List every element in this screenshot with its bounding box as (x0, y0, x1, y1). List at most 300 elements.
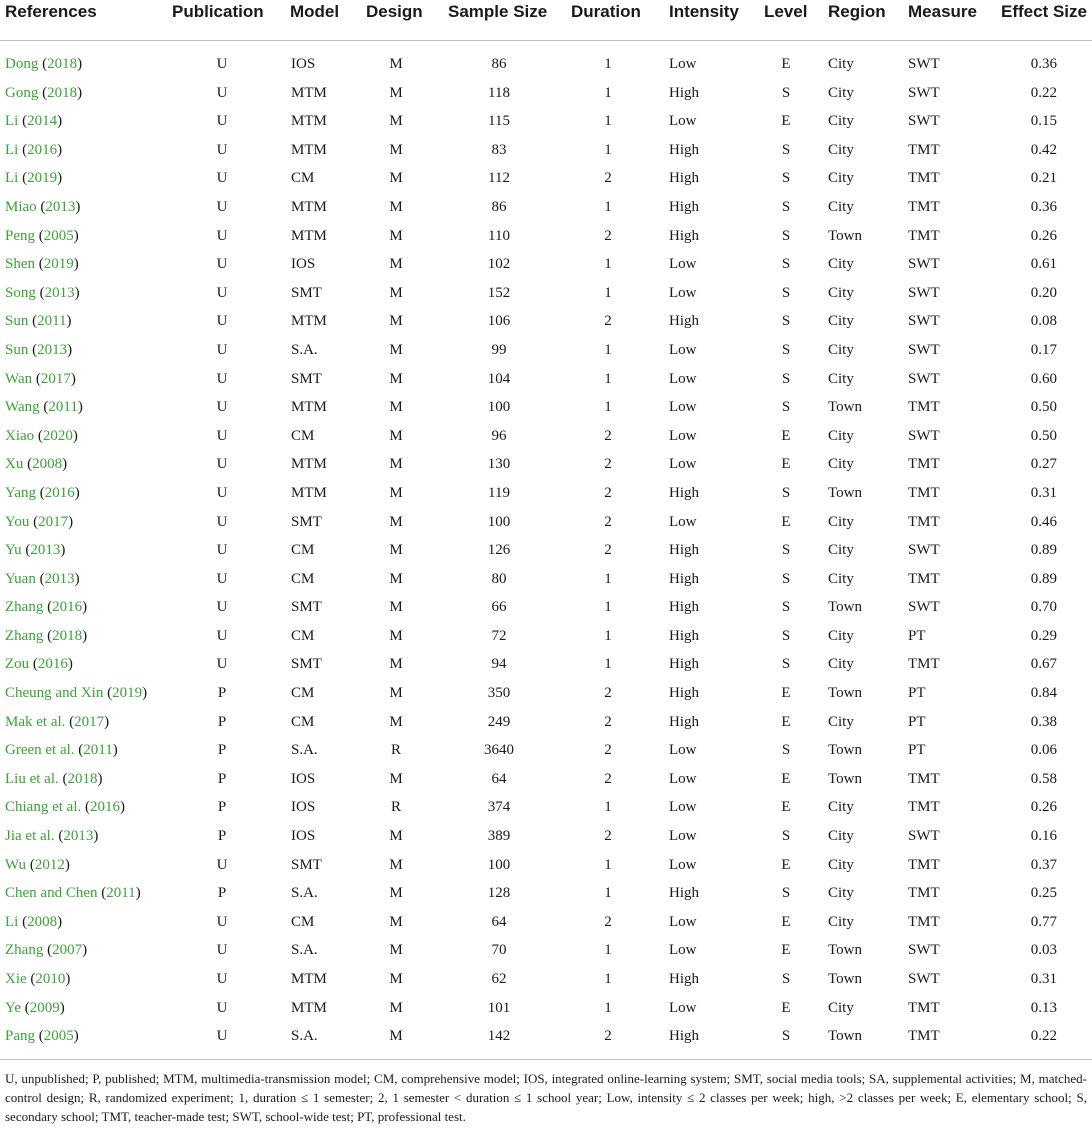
reference-year-link[interactable]: 2018 (47, 84, 78, 101)
region-cell: Town (828, 484, 862, 501)
duration-cell: 2 (604, 713, 612, 730)
intensity-cell: High (669, 885, 699, 902)
table-row (0, 1022, 1092, 1051)
effect-size-cell: 0.31 (1030, 971, 1057, 987)
reference-cell: Shen (2019) (5, 256, 79, 273)
model-cell: MTM (291, 399, 327, 416)
table-row (0, 765, 1092, 794)
publication-cell: U (216, 370, 228, 387)
publication-cell: U (216, 999, 228, 1016)
intensity-cell: Low (669, 427, 697, 444)
measure-cell: TMT (908, 770, 940, 787)
sample-size-cell: 83 (491, 141, 507, 158)
model-cell: CM (291, 427, 315, 444)
intensity-cell: High (669, 685, 699, 702)
reference-year-link[interactable]: 2010 (35, 971, 66, 987)
design-cell: M (389, 713, 403, 730)
measure-cell: PT (908, 742, 926, 759)
duration-cell: 2 (604, 742, 612, 759)
duration-cell: 2 (604, 770, 612, 787)
reference-cell: Zou (2016) (5, 656, 73, 673)
model-cell: IOS (291, 799, 316, 816)
reference-author-link[interactable]: Green et al. (5, 742, 75, 759)
region-cell: City (828, 799, 854, 816)
intensity-cell: Low (669, 56, 697, 72)
reference-author-link[interactable]: Sun (5, 341, 29, 358)
duration-cell: 2 (604, 313, 612, 330)
reference-year-link[interactable]: 2019 (43, 256, 74, 273)
region-cell: Town (828, 399, 862, 416)
reference-author-link[interactable]: Shen (5, 256, 35, 273)
sample-size-cell: 100 (487, 513, 511, 530)
reference-year-link[interactable]: 2016 (37, 656, 68, 673)
model-cell: IOS (291, 256, 316, 273)
reference-year-link[interactable]: 2014 (27, 113, 58, 130)
sample-size-cell: 104 (487, 370, 511, 387)
duration-cell: 1 (604, 599, 612, 616)
region-cell: City (828, 341, 854, 358)
reference-year-link[interactable]: 2017 (38, 513, 69, 530)
duration-cell: 1 (604, 656, 612, 673)
reference-year-link[interactable]: 2019 (112, 685, 143, 702)
table-row (0, 250, 1092, 279)
header-publication: Publication (172, 2, 264, 21)
sample-size-cell: 115 (488, 113, 510, 130)
reference-year-link[interactable]: 2007 (52, 942, 83, 959)
effect-size-cell: 0.50 (1030, 399, 1057, 416)
reference-cell: Dong (2018) (5, 56, 83, 72)
reference-cell: Gong (2018) (5, 84, 83, 101)
header-intensity: Intensity (669, 2, 739, 21)
reference-author-link[interactable]: Song (5, 284, 36, 301)
design-cell: M (389, 198, 403, 215)
design-cell: M (389, 627, 403, 644)
measure-cell: SWT (908, 284, 940, 301)
sample-size-cell: 72 (491, 627, 507, 644)
reference-author-link[interactable]: You (5, 513, 30, 530)
model-cell: S.A. (291, 942, 318, 959)
design-cell: M (389, 227, 403, 244)
reference-author-link[interactable]: Li (5, 141, 19, 158)
reference-cell: Wu (2012) (5, 856, 70, 873)
model-cell: MTM (291, 971, 327, 987)
model-cell: IOS (291, 56, 316, 72)
measure-cell: TMT (908, 799, 940, 816)
region-cell: City (828, 170, 854, 187)
publication-cell: U (216, 399, 228, 416)
table-row (0, 422, 1092, 451)
reference-author-link[interactable]: Yang (5, 484, 36, 501)
reference-cell: Chen and Chen (2011) (5, 885, 141, 902)
sample-size-cell: 389 (487, 828, 511, 845)
intensity-cell: High (669, 599, 699, 616)
design-cell: M (389, 313, 403, 330)
publication-cell: U (216, 284, 228, 301)
level-cell: S (781, 828, 791, 845)
reference-year-link[interactable]: 2017 (74, 713, 105, 730)
reference-year-link[interactable]: 2005 (43, 227, 74, 244)
level-cell: E (781, 999, 791, 1016)
reference-year-link[interactable]: 2016 (27, 141, 58, 158)
reference-year-link[interactable]: 2005 (43, 1028, 74, 1045)
sample-size-cell: 3640 (484, 742, 514, 759)
publication-cell: U (216, 542, 228, 559)
reference-author-link[interactable]: Wan (5, 370, 33, 387)
level-cell: S (781, 198, 791, 215)
publication-cell: U (216, 198, 228, 215)
header-region: Region (828, 2, 886, 21)
level-cell: S (781, 971, 791, 987)
region-cell: City (828, 141, 854, 158)
intensity-cell: High (669, 1028, 699, 1045)
reference-year-link[interactable]: 2016 (44, 484, 75, 501)
reference-author-link[interactable]: Yuan (5, 570, 36, 587)
design-cell: M (389, 971, 403, 987)
duration-cell: 1 (604, 885, 612, 902)
reference-cell: Zhang (2007) (5, 942, 88, 959)
header-model: Model (290, 2, 340, 21)
reference-year-link[interactable]: 2016 (89, 799, 120, 816)
duration-cell: 1 (604, 284, 612, 301)
measure-cell: SWT (908, 313, 940, 330)
level-cell: E (781, 799, 791, 816)
measure-cell: SWT (908, 542, 940, 559)
intensity-cell: High (669, 542, 699, 559)
reference-year-link[interactable]: 2011 (83, 742, 113, 759)
effect-size-cell: 0.06 (1030, 742, 1057, 759)
effect-size-cell: 0.70 (1030, 599, 1057, 616)
reference-author-link[interactable]: Xie (5, 971, 27, 987)
level-cell: S (781, 399, 791, 416)
level-cell: S (781, 227, 791, 244)
publication-cell: U (216, 856, 228, 873)
reference-cell: You (2017) (5, 513, 74, 530)
effect-size-cell: 0.26 (1030, 227, 1057, 244)
reference-year-link[interactable]: 2012 (34, 856, 65, 873)
intensity-cell: High (669, 313, 699, 330)
table-row (0, 736, 1092, 765)
publication-cell: P (217, 799, 227, 816)
table-row (0, 393, 1092, 422)
table-row (0, 650, 1092, 679)
header-measure: Measure (908, 2, 977, 21)
sample-size-cell: 96 (491, 427, 507, 444)
model-cell: MTM (291, 198, 327, 215)
table-row (0, 307, 1092, 336)
measure-cell: SWT (908, 942, 940, 959)
table-row (0, 79, 1092, 108)
reference-year-link[interactable]: 2008 (32, 456, 63, 473)
design-cell: M (389, 656, 403, 673)
reference-author-link[interactable]: Zou (5, 656, 30, 673)
level-cell: S (781, 284, 791, 301)
measure-cell: TMT (908, 513, 940, 530)
effect-size-cell: 0.67 (1030, 656, 1057, 673)
design-cell: R (390, 742, 402, 759)
reference-author-link[interactable]: Gong (5, 84, 39, 101)
reference-cell: Green et al. (2011) (5, 742, 118, 759)
sample-size-cell: 94 (491, 656, 507, 673)
duration-cell: 2 (604, 513, 612, 530)
intensity-cell: Low (669, 770, 697, 787)
reference-author-link[interactable]: Sun (5, 313, 29, 330)
level-cell: S (781, 484, 791, 501)
level-cell: S (781, 656, 791, 673)
duration-cell: 1 (604, 84, 612, 101)
reference-author-link[interactable]: Pang (5, 1028, 35, 1045)
table-row (0, 536, 1092, 565)
intensity-cell: Low (669, 456, 697, 473)
duration-cell: 1 (604, 627, 612, 644)
reference-cell: Song (2013) (5, 284, 80, 301)
header-references: References (5, 2, 97, 21)
level-cell: S (781, 1028, 791, 1045)
reference-author-link[interactable]: Peng (5, 227, 35, 244)
effect-size-cell: 0.60 (1030, 370, 1057, 387)
table-row (0, 193, 1092, 222)
intensity-cell: Low (669, 284, 697, 301)
reference-cell: Xu (2008) (5, 456, 68, 473)
reference-cell: Wan (2017) (5, 370, 76, 387)
reference-author-link[interactable]: Zhang (5, 942, 44, 959)
measure-cell: SWT (908, 599, 940, 616)
publication-cell: P (217, 685, 227, 702)
model-cell: MTM (291, 227, 327, 244)
sample-size-cell: 142 (487, 1028, 511, 1045)
reference-year-link[interactable]: 2017 (40, 370, 71, 387)
region-cell: City (828, 627, 854, 644)
model-cell: SMT (291, 599, 322, 616)
header-level: Level (764, 2, 808, 21)
model-cell: IOS (291, 828, 316, 845)
reference-year-link[interactable]: 2008 (27, 913, 58, 930)
duration-cell: 1 (604, 999, 612, 1016)
model-cell: CM (291, 913, 315, 930)
effect-size-cell: 0.31 (1030, 484, 1057, 501)
region-cell: Town (828, 942, 862, 959)
model-cell: S.A. (291, 1028, 318, 1045)
sample-size-cell: 66 (491, 599, 507, 616)
design-cell: M (389, 56, 403, 72)
reference-year-link[interactable]: 2019 (27, 170, 58, 187)
reference-author-link[interactable]: Miao (5, 198, 37, 215)
effect-size-cell: 0.15 (1030, 113, 1057, 130)
reference-cell: Zhang (2016) (5, 599, 88, 616)
publication-cell: U (216, 341, 228, 358)
duration-cell: 1 (604, 256, 612, 273)
region-cell: Town (828, 227, 862, 244)
table-row (0, 593, 1092, 622)
intensity-cell: Low (669, 999, 697, 1016)
reference-cell: Sun (2013) (5, 341, 73, 358)
design-cell: M (389, 113, 403, 130)
reference-author-link[interactable]: Ye (5, 999, 21, 1016)
region-cell: City (828, 456, 854, 473)
reference-author-link[interactable]: Dong (5, 56, 39, 72)
reference-author-link[interactable]: Jia et al. (5, 828, 55, 845)
duration-cell: 1 (604, 341, 612, 358)
intensity-cell: Low (669, 513, 697, 530)
reference-cell: Liu et al. (2018) (5, 770, 103, 787)
reference-year-link[interactable]: 2013 (44, 570, 75, 587)
level-cell: S (781, 627, 791, 644)
measure-cell: TMT (908, 456, 940, 473)
table-row (0, 107, 1092, 136)
duration-cell: 1 (604, 198, 612, 215)
reference-year-link[interactable]: 2009 (29, 999, 60, 1016)
measure-cell: SWT (908, 56, 940, 72)
region-cell: City (828, 570, 854, 587)
reference-author-link[interactable]: Li (5, 913, 19, 930)
reference-author-link[interactable]: Li (5, 113, 19, 130)
table-row (0, 222, 1092, 251)
table-row (0, 565, 1092, 594)
level-cell: E (781, 942, 791, 959)
table-row (0, 851, 1092, 880)
design-cell: M (389, 84, 403, 101)
table-row (0, 450, 1092, 479)
publication-cell: U (216, 942, 228, 959)
reference-author-link[interactable]: Wu (5, 856, 27, 873)
effect-size-cell: 0.50 (1030, 427, 1057, 444)
reference-author-link[interactable]: Cheung and Xin (5, 685, 104, 702)
header-sample-size: Sample Size (448, 2, 548, 21)
reference-year-link[interactable]: 2013 (44, 284, 75, 301)
model-cell: SMT (291, 856, 322, 873)
duration-cell: 1 (604, 56, 612, 72)
reference-year-link[interactable]: 2018 (67, 770, 98, 787)
sample-size-cell: 374 (487, 799, 511, 816)
publication-cell: U (216, 313, 228, 330)
reference-year-link[interactable]: 2011 (48, 399, 78, 416)
reference-year-link[interactable]: 2013 (30, 542, 61, 559)
reference-cell: Xiao (2020) (5, 427, 78, 444)
intensity-cell: High (669, 627, 699, 644)
publication-cell: U (216, 656, 228, 673)
table-row (0, 508, 1092, 537)
reference-cell: Yuan (2013) (5, 570, 80, 587)
measure-cell: SWT (908, 370, 940, 387)
duration-cell: 1 (604, 799, 612, 816)
header-design: Design (366, 2, 423, 21)
reference-year-link[interactable]: 2011 (37, 313, 67, 330)
design-cell: M (389, 1028, 403, 1045)
region-cell: City (828, 542, 854, 559)
table-row (0, 479, 1092, 508)
reference-year-link[interactable]: 2016 (52, 599, 83, 616)
reference-author-link[interactable]: Liu et al. (5, 770, 59, 787)
level-cell: S (781, 599, 791, 616)
sample-size-cell: 62 (491, 971, 507, 987)
reference-year-link[interactable]: 2020 (42, 427, 73, 444)
header-rule (0, 40, 1092, 41)
reference-author-link[interactable]: Chiang et al. (5, 799, 82, 816)
design-cell: R (390, 799, 402, 816)
publication-cell: P (217, 828, 227, 845)
intensity-cell: High (669, 713, 699, 730)
design-cell: M (389, 284, 403, 301)
reference-cell: Yang (2016) (5, 484, 80, 501)
reference-author-link[interactable]: Xu (5, 456, 24, 473)
measure-cell: SWT (908, 427, 940, 444)
reference-author-link[interactable]: Wang (5, 399, 40, 416)
level-cell: E (781, 713, 791, 730)
reference-author-link[interactable]: Xiao (5, 427, 35, 444)
model-cell: MTM (291, 456, 327, 473)
reference-year-link[interactable]: 2013 (63, 828, 94, 845)
effect-size-cell: 0.84 (1030, 685, 1057, 702)
measure-cell: PT (908, 627, 926, 644)
sample-size-cell: 70 (491, 942, 507, 959)
sample-size-cell: 100 (487, 856, 511, 873)
duration-cell: 2 (604, 913, 612, 930)
reference-cell: Ye (2009) (5, 999, 65, 1016)
measure-cell: SWT (908, 84, 940, 101)
level-cell: E (781, 113, 791, 130)
publication-cell: P (217, 885, 227, 902)
reference-author-link[interactable]: Li (5, 170, 19, 187)
effect-size-cell: 0.77 (1030, 913, 1057, 930)
reference-author-link[interactable]: Zhang (5, 627, 44, 644)
measure-cell: TMT (908, 141, 940, 158)
intensity-cell: Low (669, 256, 697, 273)
duration-cell: 2 (604, 170, 612, 187)
effect-size-cell: 0.58 (1030, 770, 1057, 787)
publication-cell: U (216, 113, 228, 130)
intensity-cell: Low (669, 856, 697, 873)
effect-size-cell: 0.17 (1030, 341, 1057, 358)
region-cell: City (828, 656, 854, 673)
model-cell: MTM (291, 313, 327, 330)
intensity-cell: Low (669, 942, 697, 959)
model-cell: SMT (291, 656, 322, 673)
reference-author-link[interactable]: Mak et al. (5, 713, 66, 730)
publication-cell: U (216, 427, 228, 444)
table-row (0, 50, 1092, 79)
measure-cell: TMT (908, 913, 940, 930)
effect-size-cell: 0.03 (1030, 942, 1057, 959)
measure-cell: SWT (908, 828, 940, 845)
table-header-row (0, 0, 1092, 26)
reference-year-link[interactable]: 2011 (106, 885, 136, 902)
design-cell: M (389, 856, 403, 873)
model-cell: CM (291, 570, 315, 587)
publication-cell: U (216, 570, 228, 587)
model-cell: MTM (291, 999, 327, 1016)
duration-cell: 2 (604, 456, 612, 473)
measure-cell: TMT (908, 856, 940, 873)
level-cell: E (781, 913, 791, 930)
region-cell: City (828, 284, 854, 301)
effect-size-cell: 0.38 (1030, 713, 1057, 730)
publication-cell: U (216, 456, 228, 473)
level-cell: S (781, 84, 791, 101)
reference-cell: Chiang et al. (2016) (5, 799, 125, 816)
reference-author-link[interactable]: Zhang (5, 599, 44, 616)
reference-cell: Peng (2005) (5, 227, 79, 244)
reference-year-link[interactable]: 2013 (37, 341, 68, 358)
design-cell: M (389, 484, 403, 501)
effect-size-cell: 0.26 (1030, 799, 1057, 816)
measure-cell: TMT (908, 198, 940, 215)
reference-year-link[interactable]: 2018 (52, 627, 83, 644)
reference-author-link[interactable]: Yu (5, 542, 22, 559)
reference-year-link[interactable]: 2018 (47, 56, 78, 72)
reference-author-link[interactable]: Chen and Chen (5, 885, 98, 902)
intensity-cell: High (669, 484, 699, 501)
reference-cell: Cheung and Xin (2019) (5, 685, 148, 702)
reference-year-link[interactable]: 2013 (45, 198, 76, 215)
